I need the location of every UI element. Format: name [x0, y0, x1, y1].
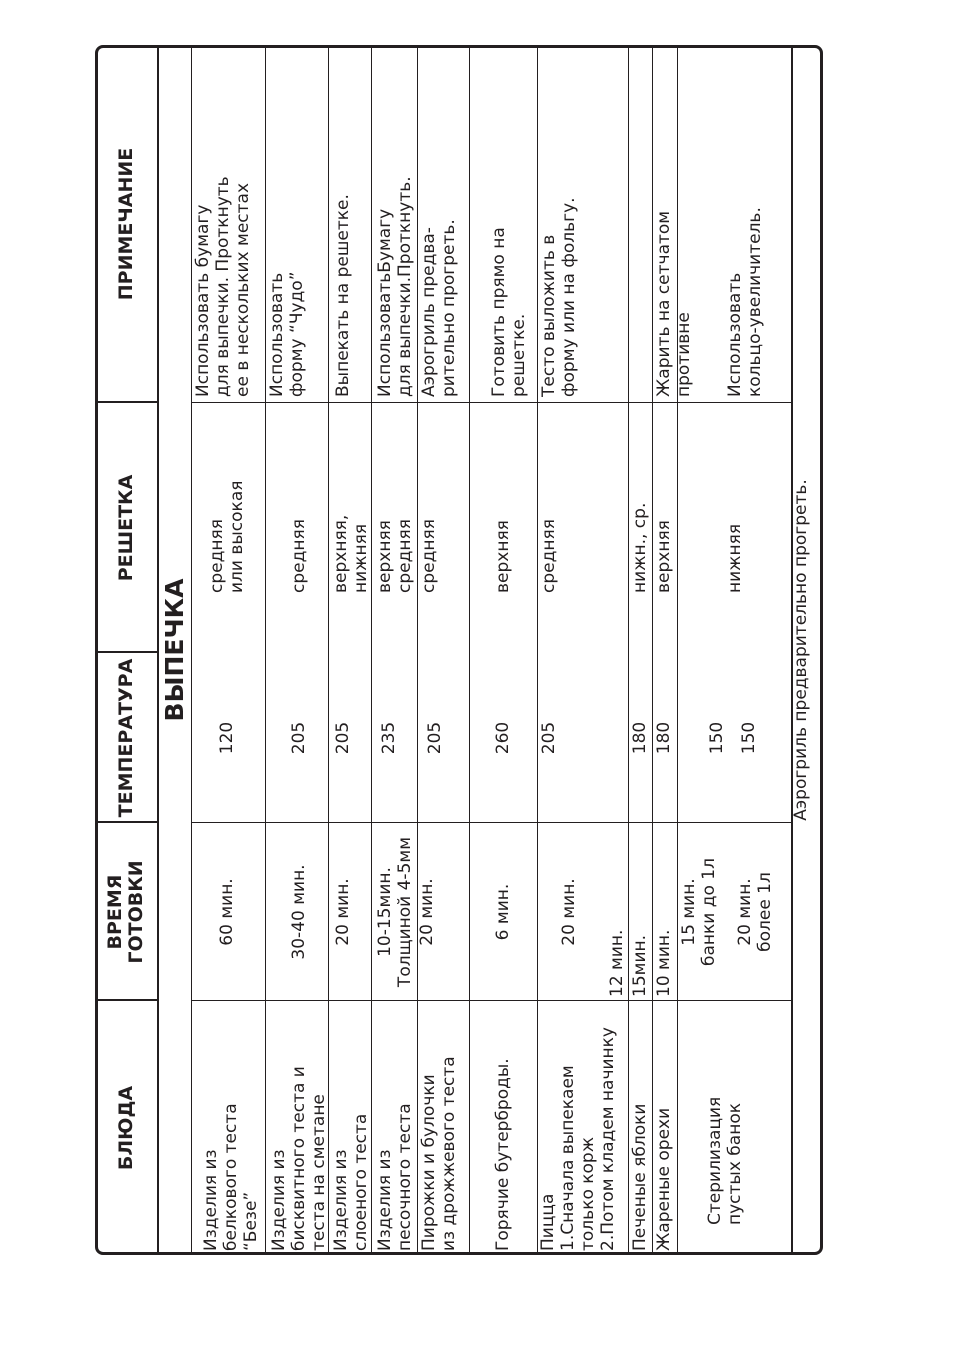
row-3-note: Выпекать на решетке. [333, 194, 353, 397]
row-5-dish: Пирожки и булочки из дрожжевого теста [419, 1056, 459, 1251]
rotated-document [95, 45, 823, 1255]
row-3-rack: верхняя, нижняя [331, 514, 371, 593]
row-4-time: 10-15мин. Толщиной 4-5мм [375, 836, 415, 988]
row-10-time-extra: 20 мин. более 1л [735, 872, 775, 952]
row-5-rack: средняя [419, 519, 439, 593]
row-10-time: 15 мин. банки до 1л [679, 858, 719, 966]
row-5-temperature: 205 [425, 721, 445, 755]
section-title: ВЫПЕЧКА [159, 578, 189, 722]
row-2-rack: средняя [289, 519, 309, 593]
row-9-note: Жарить на сетчатом противне [654, 210, 694, 397]
row-1-rack: средняя или высокая [207, 480, 247, 593]
row-7-time: 20 мин. [559, 878, 579, 946]
row-10-note: Использовать кольцо-увеличитель. [725, 207, 765, 397]
footer-note: Аэрогриль предварительно прогреть. [791, 479, 811, 821]
row-separator [628, 45, 629, 1255]
section-bottom-line [191, 45, 192, 1255]
row-2-time: 30-40 мин. [289, 864, 309, 960]
row-7-temperature: 205 [539, 721, 559, 755]
row-1-dish: Изделия из белкового теста “Безе” [201, 1103, 261, 1251]
row-10-temperature: 150 [707, 721, 727, 755]
row-6-rack: верхняя [493, 520, 513, 593]
row-5-time: 20 мин. [417, 878, 437, 946]
row-6-dish: Горячие бутерброды. [493, 1058, 513, 1251]
row-1-time: 60 мин. [217, 878, 237, 946]
header-note: ПРИМЕЧАНИЕ [114, 147, 137, 301]
row-6-note: Готовить прямо на решетке. [489, 227, 529, 397]
row-8-temperature: 180 [630, 721, 650, 755]
row-6-temperature: 260 [493, 721, 513, 755]
row-2-note: Использовать форму “Чудо” [267, 271, 307, 397]
header-dishes: БЛЮДА [114, 1085, 137, 1171]
row-separator [417, 45, 418, 1255]
header-temperature: ТЕМПЕРАТУРА [114, 658, 137, 818]
row-4-dish: Изделия из песочного теста [375, 1103, 415, 1251]
row-3-temperature: 205 [333, 721, 353, 755]
row-9-time: 10 мин. [654, 929, 674, 997]
header-time: ВРЕМЯ ГОТОВКИ [104, 860, 147, 964]
row-5-note: Аэрогриль предва- рительно прогреть. [419, 219, 459, 397]
row-4-temperature: 235 [379, 721, 399, 755]
row-8-time: 15мин. [630, 934, 650, 997]
row-9-rack: верхняя [654, 520, 674, 593]
row-separator [652, 45, 653, 1255]
row-10-rack: нижняя [725, 523, 745, 593]
row-3-dish: Изделия из слоеного теста [331, 1113, 371, 1251]
row-10-temperature-extra: 150 [739, 721, 759, 755]
row-9-temperature: 180 [654, 721, 674, 755]
row-1-note: Использовать бумагу для выпечки. Проткнуть ее в нескольких местах [193, 176, 253, 397]
column-divider [191, 402, 791, 403]
row-8-rack: нижн., ср. [630, 502, 650, 593]
row-7-dish: Пицца 1.Сначала выпекаем только корж 2.Потом кладем начинку [538, 1027, 618, 1251]
row-2-dish: Изделия из бисквитного теста и теста на сметане [269, 1066, 329, 1251]
row-7-time-extra: 12 мин. [607, 929, 627, 997]
row-10-dish: Стерилизация пустых банок [705, 1096, 745, 1225]
header-rack: РЕШЕТКА [114, 474, 137, 582]
row-4-rack: верхняя средняя [375, 519, 415, 593]
row-3-time: 20 мин. [333, 878, 353, 946]
row-2-temperature: 205 [289, 721, 309, 755]
row-separator [371, 45, 372, 1255]
row-separator [469, 45, 470, 1255]
row-7-note: Тесто выложить в форму или на фольгу. [539, 197, 579, 397]
row-7-rack: средняя [539, 519, 559, 593]
row-9-dish: Жареные орехи [654, 1107, 674, 1251]
row-8-dish: Печеные яблоки [630, 1103, 650, 1251]
row-separator [265, 45, 266, 1255]
row-4-note: ИспользоватьБумагу для выпечки.Проткнуть. [375, 176, 415, 397]
row-1-temperature: 120 [217, 721, 237, 755]
row-6-time: 6 мин. [493, 883, 513, 941]
